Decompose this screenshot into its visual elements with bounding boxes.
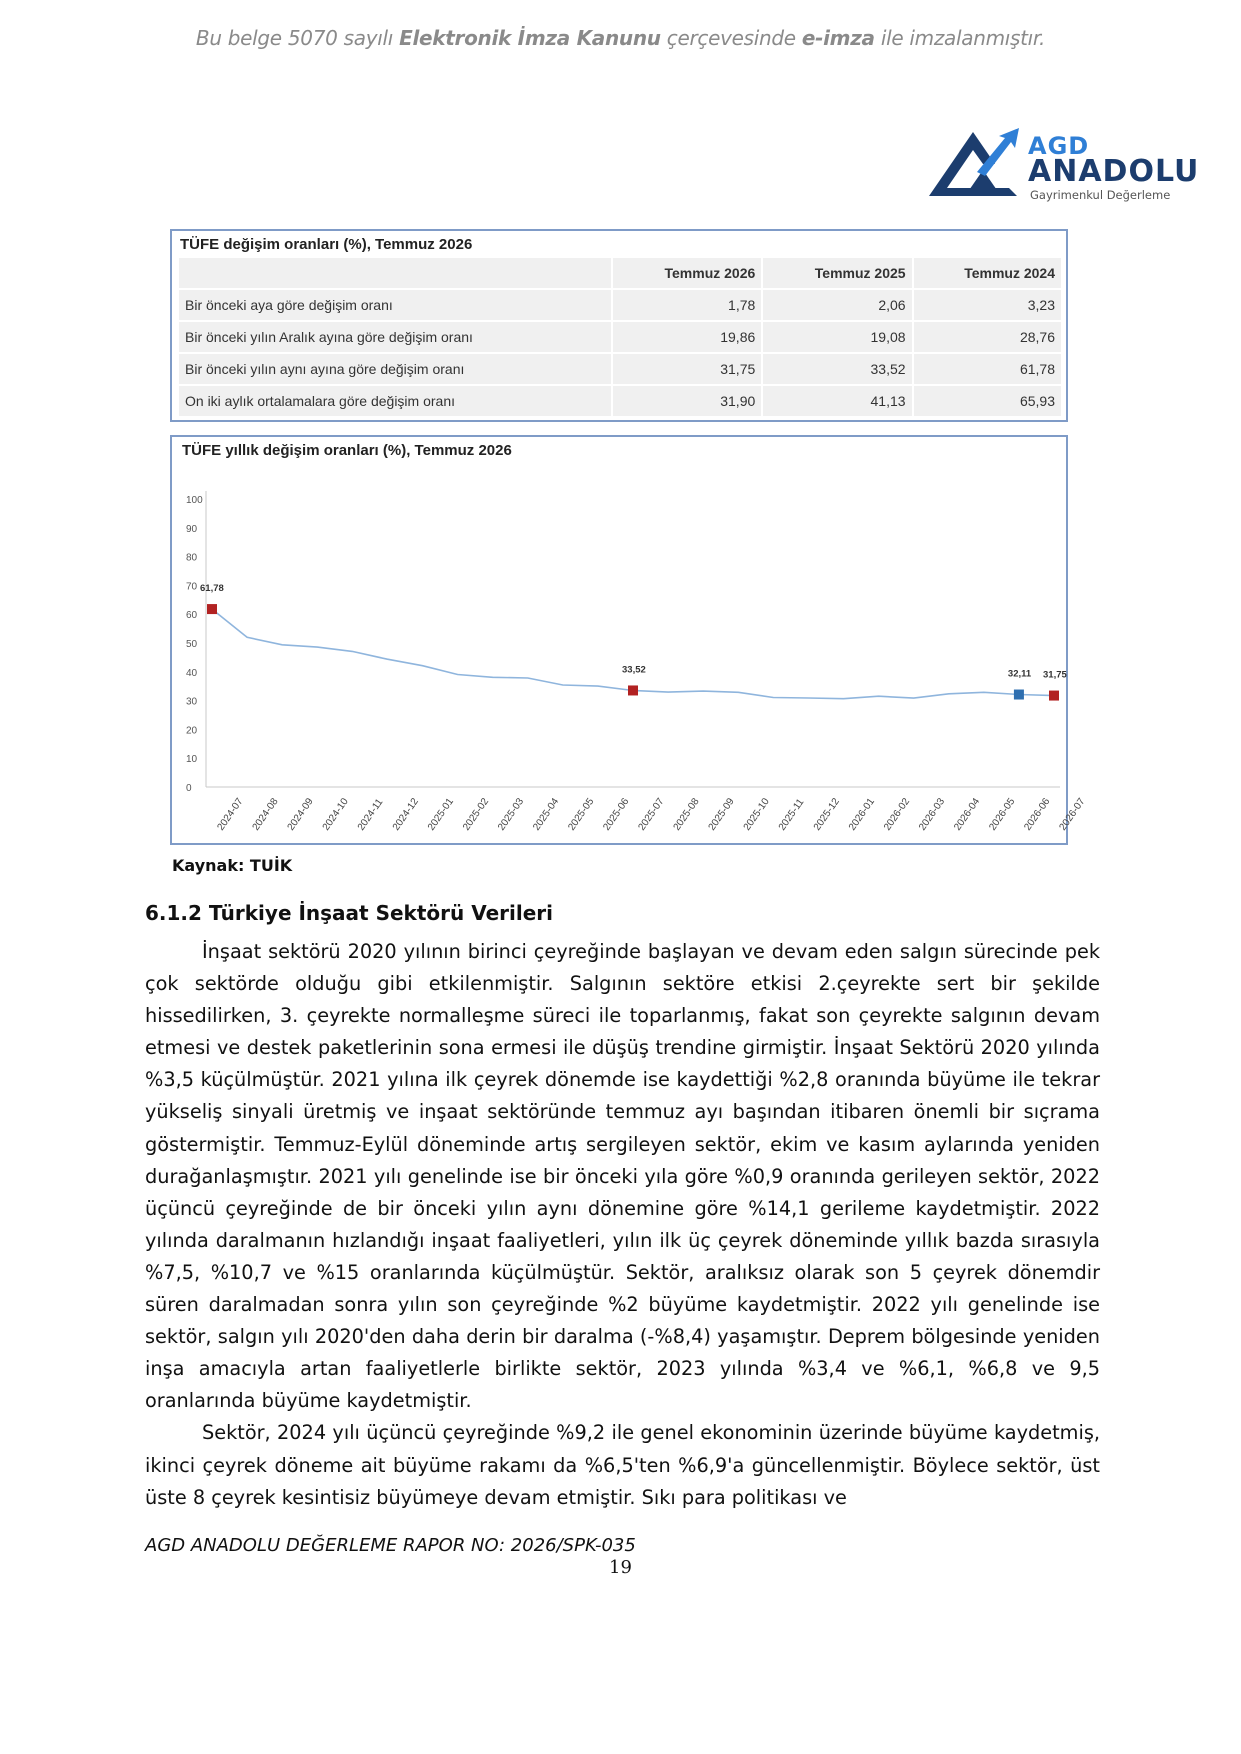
x-tick-label: 2025-07 bbox=[636, 796, 667, 833]
x-tick-label: 2026-05 bbox=[987, 796, 1018, 833]
table-row bbox=[179, 354, 1061, 384]
y-tick-label: 70 bbox=[186, 581, 198, 593]
x-tick-label: 2024-08 bbox=[250, 796, 281, 833]
table-cell: 31,75 bbox=[613, 354, 763, 384]
y-tick-label: 20 bbox=[186, 725, 198, 737]
table-cell: 28,76 bbox=[914, 322, 1061, 352]
paragraph: İnşaat sektörü 2020 yılının birinci çeyreğinde başlayan ve devam eden salgın sürecinde pek çok sektörde olduğu gibi etkilenmiştir. Salgının sektöre etkisi 2.çeyrekte sert bir şekilde hissedilirken, 3. çeyrekte normalleşme süreci ile toparlanmış, fakat son çeyrekte salgının devam etmesi ve destek paketlerinin sona ermesi ile düşüş trendine girmiştir. İnşaat Sektörü 2020 yılında %3,5 küçülmüştür. 2021 yılına ilk çeyrek dönemde ise kaydettiği %2,8 oranında büyüme ile tekrar yükseliş sinyali üretmiş ve inşaat sektöründe temmuz ayı başından itibaren önemli bir sıçrama göstermiştir. Temmuz-Eylül döneminde artış sergileyen sektör, ekim ve kasım aylarında yeniden durağanlaşmıştır. 2021 yılı genelinde ise bir önceki yıla göre %0,9 oranında gerileyen sektör, 2022 üçüncü çeyreğinde de bir önceki yılın aynı dönemine göre %14,1 gerileme kaydetmiştir. 2022 yılında daralmanın hızlandığı inşaat faaliyetleri, yılın ilk üç çeyrek döneminde yıllık bazda sırasıyla %7,5, %10,7 ve %15 oranlarında küçülmüştür. Sektör, aralıksız olarak son 5 çeyrek dönemdir süren daralmadan sonra yılın son çeyreğinde %2 büyüme kaydetmiştir. 2022 yılı genelinde ise sektör, salgın yılı 2020'den daha derin bir daralma (-%8,4) yaşamıştır. Deprem bölgesinde yeniden inşa amacıyla artan faaliyetlerle birlikte sektör, 2023 yılında %3,4 ve %6,1, %6,8 ve 9,5 oranlarında büyüme kaydetmiştir. bbox=[145, 940, 1100, 1413]
report-footer: AGD ANADOLU DEĞERLEME RAPOR NO: 2026/SPK-035 bbox=[145, 1535, 636, 1556]
x-tick-label: 2025-06 bbox=[601, 796, 632, 833]
x-tick-label: 2026-04 bbox=[952, 796, 983, 833]
table-cell: 3,23 bbox=[914, 290, 1061, 320]
x-tick-label: 2025-09 bbox=[706, 796, 737, 833]
data-point-marker bbox=[1049, 691, 1059, 701]
x-tick-label: 2025-05 bbox=[566, 796, 597, 833]
table-cell: 2,06 bbox=[763, 290, 913, 320]
table-cell: 65,93 bbox=[914, 386, 1061, 416]
table-header-cell: Temmuz 2024 bbox=[914, 258, 1061, 288]
row-label: On iki aylık ortalamalara göre değişim oranı bbox=[179, 386, 613, 416]
x-tick-label: 2025-03 bbox=[496, 796, 527, 833]
x-tick-label: 2025-12 bbox=[811, 796, 842, 833]
x-tick-label: 2026-02 bbox=[882, 796, 913, 833]
e-signature-notice: Bu belge 5070 sayılı Elektronik İmza Kanunu çerçevesinde e-imza ile imzalanmıştır. bbox=[195, 26, 1046, 50]
y-tick-label: 30 bbox=[186, 696, 198, 708]
logo-line-1: AGD bbox=[1028, 132, 1090, 160]
y-tick-label: 10 bbox=[186, 754, 198, 766]
x-tick-label: 2025-11 bbox=[776, 796, 807, 833]
paragraph: Sektör, 2024 yılı üçüncü çeyreğinde %9,2 ile genel ekonominin üzerinde büyüme kaydetmiş, ikinci çeyrek döneme ait büyüme rakamı da %6,5'ten %6,9'a güncellenmiştir. Böylece sektör, üst üste 8 çeyrek kesintisiz büyümeye devam etmiştir. Sıkı para politikası ve bbox=[145, 1421, 1100, 1509]
x-tick-label: 2024-12 bbox=[390, 796, 421, 833]
row-label: Bir önceki yılın aynı ayına göre değişim oranı bbox=[179, 354, 613, 384]
row-label: Bir önceki aya göre değişim oranı bbox=[179, 290, 613, 320]
x-tick-label: 2026-07 bbox=[1057, 796, 1088, 833]
x-tick-label: 2024-07 bbox=[215, 796, 246, 833]
tufe-table bbox=[179, 256, 1061, 418]
table-header-empty bbox=[179, 258, 613, 288]
tufe-table-panel bbox=[170, 229, 1068, 422]
y-tick-label: 60 bbox=[186, 610, 198, 622]
table-cell: 19,86 bbox=[613, 322, 763, 352]
data-label: 32,11 bbox=[1007, 668, 1032, 680]
page-number: 19 bbox=[609, 1557, 632, 1578]
table-header-row bbox=[179, 258, 1061, 288]
tufe-line-chart bbox=[172, 437, 1088, 843]
x-tick-label: 2025-01 bbox=[425, 796, 457, 833]
x-tick-label: 2026-03 bbox=[917, 796, 948, 833]
table-cell: 61,78 bbox=[914, 354, 1061, 384]
data-label: 31,75 bbox=[1043, 669, 1067, 681]
logo-line-3: Gayrimenkul Değerleme bbox=[1030, 188, 1171, 202]
x-tick-label: 2024-11 bbox=[355, 796, 386, 833]
section-title: 6.1.2 Türkiye İnşaat Sektörü Verileri bbox=[145, 901, 554, 925]
y-tick-label: 90 bbox=[186, 523, 198, 535]
table-cell: 31,90 bbox=[613, 386, 763, 416]
table-cell: 1,78 bbox=[613, 290, 763, 320]
y-tick-label: 100 bbox=[186, 495, 203, 506]
table-header-cell: Temmuz 2025 bbox=[763, 258, 913, 288]
tufe-chart-panel bbox=[170, 435, 1088, 845]
y-tick-label: 40 bbox=[186, 667, 198, 679]
data-label: 61,78 bbox=[200, 583, 224, 595]
logo-mark-icon bbox=[925, 124, 1025, 202]
agd-anadolu-logo bbox=[925, 124, 1200, 204]
y-tick-label: 0 bbox=[186, 783, 192, 794]
table-row bbox=[179, 290, 1061, 320]
y-tick-label: 50 bbox=[186, 639, 198, 650]
x-tick-label: 2025-10 bbox=[741, 796, 772, 833]
x-tick-label: 2025-04 bbox=[531, 796, 562, 833]
section-body bbox=[145, 936, 1100, 1514]
data-point-marker bbox=[1014, 690, 1024, 700]
source-note: Kaynak: TUİK bbox=[172, 856, 293, 875]
tufe-table-title: TÜFE değişim oranları (%), Temmuz 2026 bbox=[180, 236, 473, 253]
data-point-marker bbox=[207, 604, 217, 614]
data-point-marker bbox=[628, 685, 638, 695]
table-row bbox=[179, 386, 1061, 416]
x-tick-label: 2024-10 bbox=[320, 796, 351, 833]
table-header-cell: Temmuz 2026 bbox=[613, 258, 763, 288]
chart-title: TÜFE yıllık değişim oranları (%), Temmuz 2026 bbox=[182, 442, 512, 459]
x-tick-label: 2026-06 bbox=[1022, 796, 1053, 833]
x-tick-label: 2025-02 bbox=[461, 796, 492, 833]
x-tick-label: 2024-09 bbox=[285, 796, 316, 833]
row-label: Bir önceki yılın Aralık ayına göre değişim oranı bbox=[179, 322, 613, 352]
x-tick-label: 2025-08 bbox=[671, 796, 702, 833]
series-line bbox=[212, 609, 1054, 699]
data-label: 33,52 bbox=[622, 664, 646, 676]
table-row bbox=[179, 322, 1061, 352]
x-tick-label: 2026-01 bbox=[846, 796, 878, 833]
table-cell: 33,52 bbox=[763, 354, 913, 384]
table-cell: 19,08 bbox=[763, 322, 913, 352]
logo-line-2: ANADOLU bbox=[1028, 154, 1200, 189]
table-cell: 41,13 bbox=[763, 386, 913, 416]
y-tick-label: 80 bbox=[186, 552, 198, 564]
